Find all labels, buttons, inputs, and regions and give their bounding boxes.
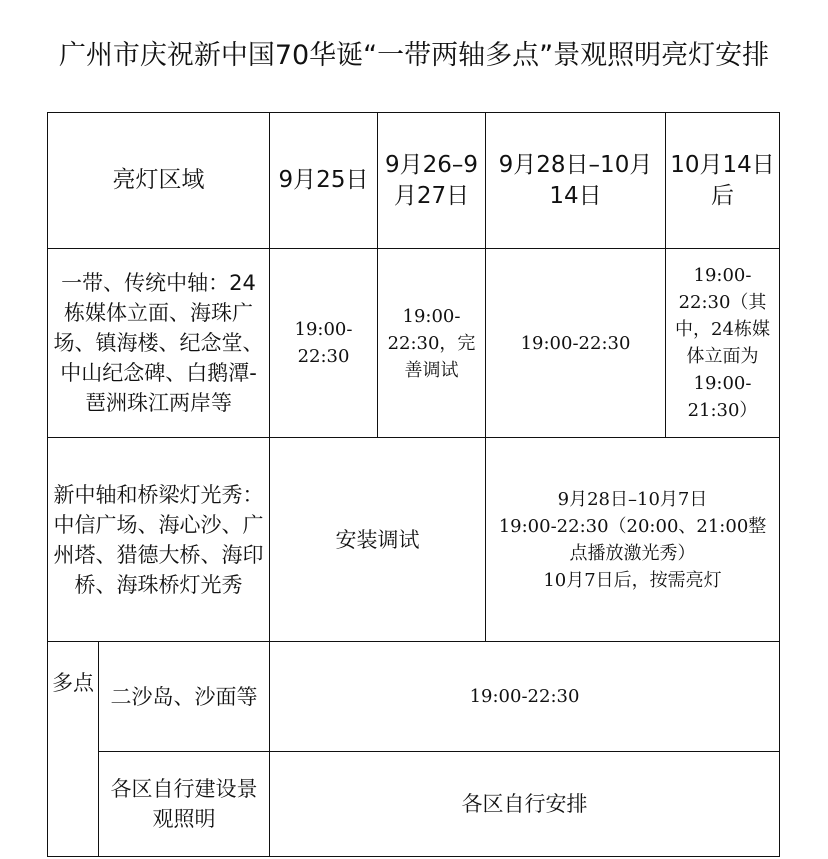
show-after: 10月7日后，按需亮灯 [543,569,722,591]
header-date-2: 9月26–9月27日 [378,113,486,249]
time-cell: 19:00-22:30（其中，24栋媒体立面为19:00-21:30） [666,249,780,438]
install-cell: 安装调试 [270,438,486,642]
group-cell: 多点 [48,642,99,857]
time-cell: 19:00-22:30，完善调试 [378,249,486,438]
header-area: 亮灯区域 [48,113,270,249]
lighting-schedule-table [47,112,780,857]
header-date-1: 9月25日 [270,113,378,249]
time-cell: 19:00-22:30 [270,642,780,752]
light-show-cell [486,438,780,642]
table-row [48,642,780,752]
table-row [48,752,780,857]
area-cell: 一带、传统中轴：24栋媒体立面、海珠广场、镇海楼、纪念堂、中山纪念碑、白鹅潭-琶洲珠江两岸等 [48,249,270,438]
arrange-cell: 各区自行安排 [270,752,780,857]
area-cell: 各区自行建设景观照明 [99,752,270,857]
header-date-4: 10月14日后 [666,113,780,249]
time-cell: 19:00-22:30 [486,249,666,438]
area-cell: 新中轴和桥梁灯光秀：中信广场、海心沙、广州塔、猎德大桥、海印桥、海珠桥灯光秀 [48,438,270,642]
table-header-row [48,113,780,249]
show-dates: 9月28日–10月7日 [557,488,708,510]
area-cell: 二沙岛、沙面等 [99,642,270,752]
time-cell: 19:00-22:30 [270,249,378,438]
table-row [48,249,780,438]
page-title: 广州市庆祝新中国70华诞“一带两轴多点”景观照明亮灯安排 [58,40,770,71]
show-times: 19:00-22:30（20:00、21:00整点播放激光秀） [498,515,767,564]
table-row [48,438,780,642]
header-date-3: 9月28日–10月14日 [486,113,666,249]
